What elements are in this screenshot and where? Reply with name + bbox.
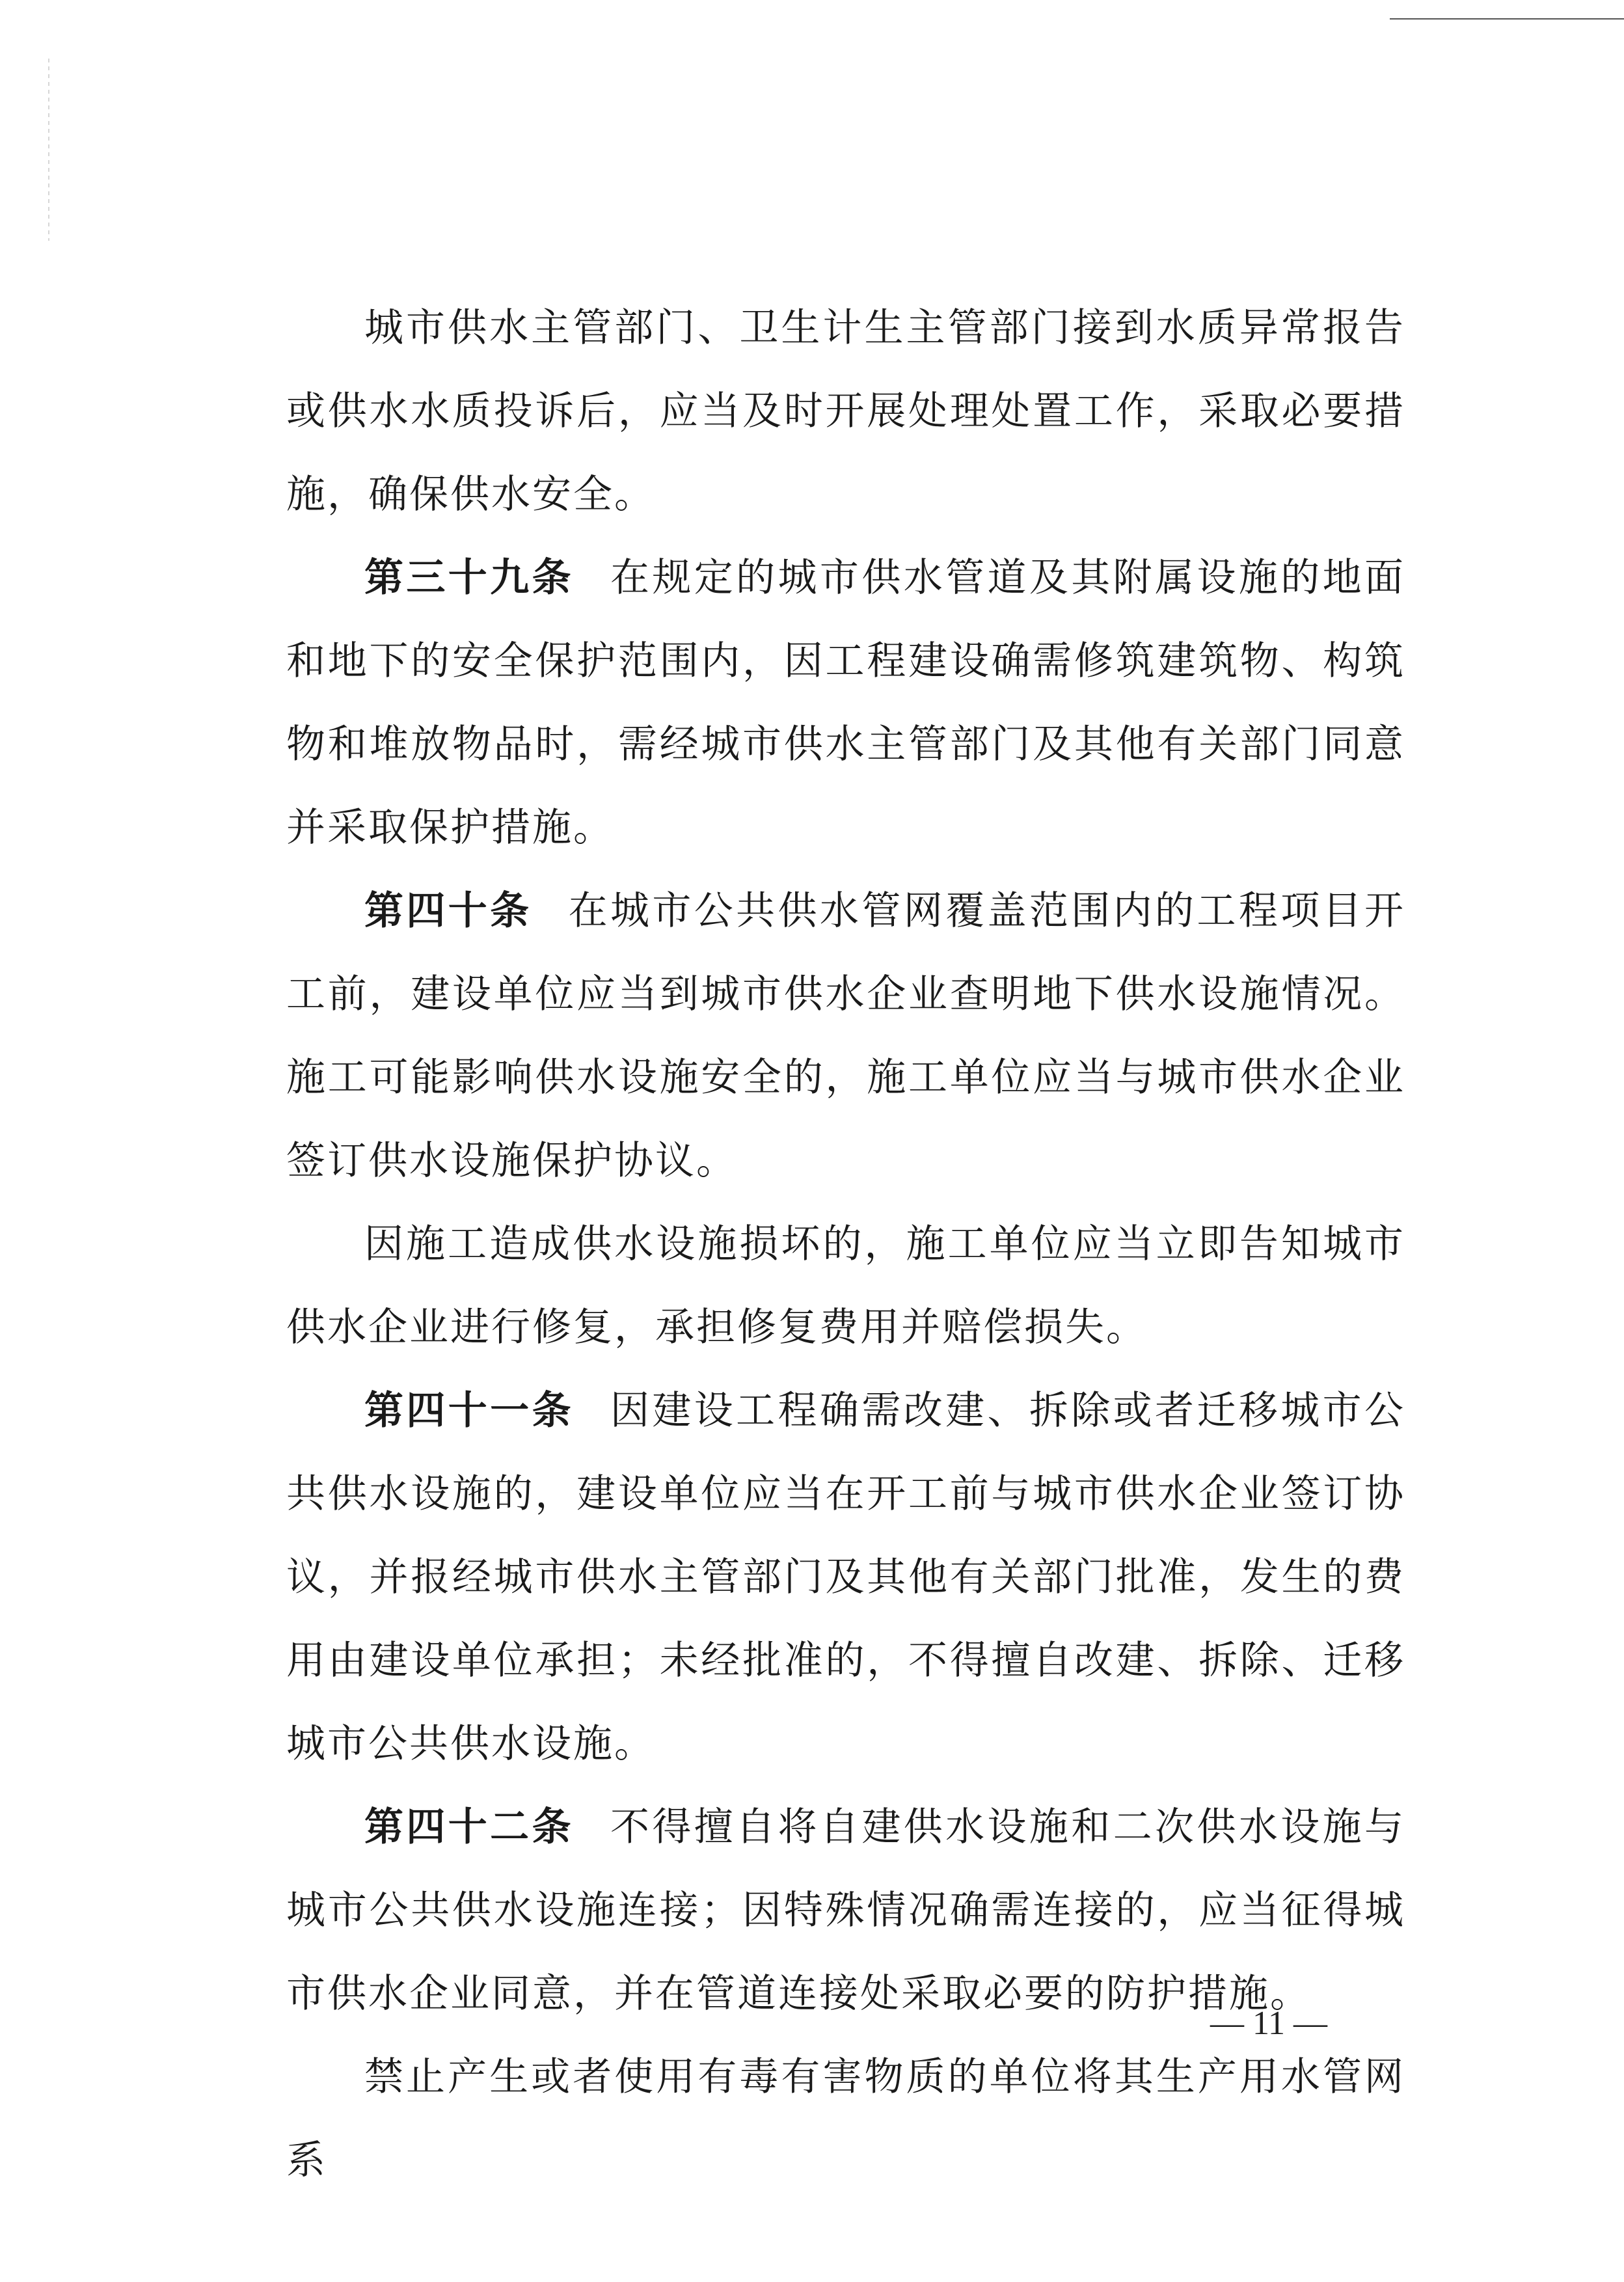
paragraph-text: 在规定的城市供水管道及其附属设施的地面和地下的安全保护范围内，因工程建设确需修筑建筑物、构筑物和堆放物品时，需经城市供水主管部门及其他有关部门同意并采取保护措施。: [286, 555, 1406, 850]
paragraph-text: 城市供水主管部门、卫生计生主管部门接到水质异常报告或供水水质投诉后，应当及时开展处理处置工作，采取必要措施，确保供水安全。: [286, 305, 1405, 517]
article-label: 第四十条: [364, 888, 532, 934]
paragraph-article-42-clause-2: [286, 2035, 1405, 2202]
paragraph-article-42: [286, 1786, 1405, 2035]
paragraph-text: 因建设工程确需改建、拆除或者迁移城市公共供水设施的，建设单位应当在开工前与城市供水企业签订协议，并报经城市供水主管部门及其他有关部门批准，发生的费用由建设单位承担；未经批准的，不得擅自改建、拆除、迁移城市公共供水设施。: [286, 1388, 1406, 1767]
paragraph-article-41: [286, 1369, 1405, 1786]
scan-edge-line: [1390, 18, 1624, 20]
paragraph-article-39: [286, 536, 1405, 869]
paragraph-article-40-clause-2: [286, 1202, 1405, 1369]
article-label: 第三十九条: [364, 555, 574, 601]
article-label: 第四十一条: [364, 1388, 574, 1433]
paragraph-article-40: [286, 869, 1405, 1202]
body-text: [286, 286, 1405, 2202]
paragraph-text: 在城市公共供水管网覆盖范围内的工程项目开工前，建设单位应当到城市供水企业查明地下供水设施情况。施工可能影响供水设施安全的，施工单位应当与城市供水企业签订供水设施保护协议。: [286, 888, 1406, 1184]
paragraph-text: 因施工造成供水设施损坏的，施工单位应当立即告知城市供水企业进行修复，承担修复费用并赔偿损失。: [286, 1221, 1405, 1350]
article-label: 第四十二条: [364, 1804, 574, 1850]
paragraph-text: 不得擅自将自建供水设施和二次供水设施与城市公共供水设施连接；因特殊情况确需连接的，应当征得城市供水企业同意，并在管道连接处采取必要的防护措施。: [286, 1804, 1406, 2017]
paragraph-1: [286, 286, 1405, 536]
scan-margin-mark: [48, 59, 49, 241]
paragraph-text: 禁止产生或者使用有毒有害物质的单位将其生产用水管网系: [286, 2054, 1405, 2183]
page-number: — 11 —: [1210, 2005, 1328, 2042]
